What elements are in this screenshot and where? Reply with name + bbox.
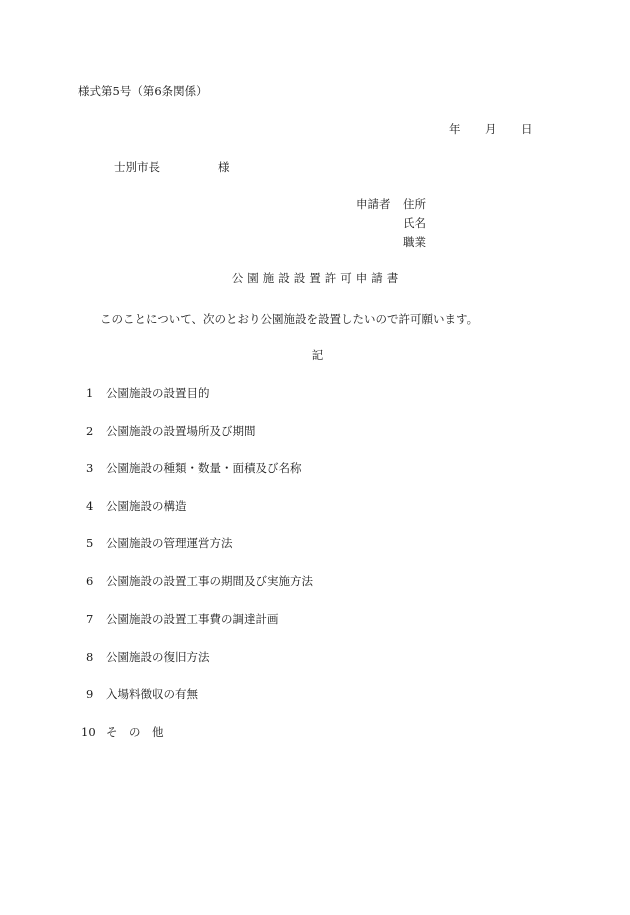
item-number: 6 — [86, 574, 94, 588]
item-text: 公園施設の設置場所及び期間 — [106, 424, 256, 438]
applicant-occupation-label: 職業 — [403, 235, 426, 249]
item-number: 7 — [86, 612, 94, 626]
date-line — [449, 124, 533, 136]
applicant-label: 申請者 — [356, 197, 391, 211]
addressee-name: 士別市長 — [114, 160, 160, 174]
date-day-label: 日 — [521, 122, 533, 136]
list-item — [86, 501, 187, 513]
item-number: 5 — [86, 536, 94, 550]
item-text: 公園施設の設置目的 — [106, 386, 210, 400]
item-number: 3 — [86, 461, 94, 475]
item-text: 公園施設の管理運営方法 — [106, 536, 233, 550]
list-item — [81, 725, 164, 739]
item-text: 公園施設の構造 — [106, 499, 187, 513]
list-item — [86, 576, 313, 588]
item-number: 4 — [86, 499, 94, 513]
item-number: 1 — [86, 386, 94, 400]
applicant-name-label: 氏名 — [403, 216, 426, 230]
list-item — [86, 689, 198, 701]
date-year-label: 年 — [449, 122, 461, 136]
intro-text: このことについて、次のとおり公園施設を設置したいので許可願います。 — [100, 312, 479, 326]
applicant-address-label: 住所 — [403, 197, 426, 211]
item-text: 公園施設の種類・数量・面積及び名称 — [106, 461, 302, 475]
item-number: 10 — [81, 725, 96, 739]
date-month-label: 月 — [485, 122, 497, 136]
applicant-fields — [403, 199, 426, 256]
item-text: 入場料徴収の有無 — [106, 687, 198, 701]
addressee-honorific: 様 — [218, 160, 230, 174]
item-number: 9 — [86, 687, 94, 701]
item-text: 公園施設の設置工事費の調達計画 — [106, 612, 279, 626]
ki-heading: 記 — [311, 348, 324, 362]
list-item — [86, 538, 233, 550]
item-text: 公園施設の復旧方法 — [106, 650, 210, 664]
item-text: 公園施設の設置工事の期間及び実施方法 — [106, 574, 313, 588]
addressee — [114, 162, 230, 174]
document-title: 公園施設設置許可申請書 — [231, 271, 403, 285]
list-item — [86, 463, 302, 475]
list-item — [86, 614, 279, 626]
item-number: 2 — [86, 424, 94, 438]
list-item — [86, 426, 256, 438]
list-item — [86, 388, 210, 400]
form-number: 様式第5号（第6条関係） — [78, 84, 208, 98]
item-number: 8 — [86, 650, 94, 664]
item-text: そ の 他 — [106, 725, 164, 739]
list-item — [86, 652, 210, 664]
